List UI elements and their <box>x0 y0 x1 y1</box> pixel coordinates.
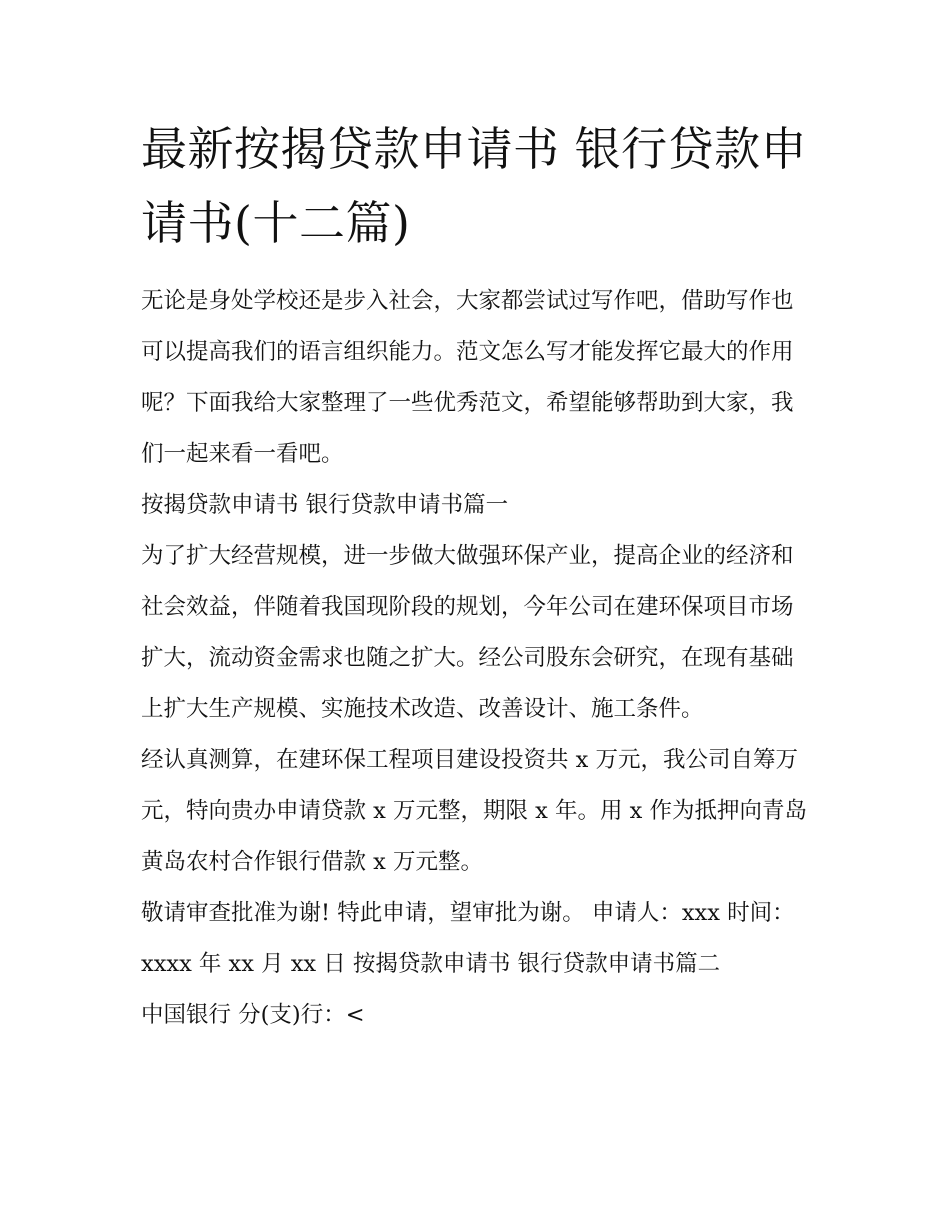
body-paragraph: 经认真测算，在建环保工程项目建设投资共 x 万元，我公司自筹万元，特向贵办申请贷款 x 万元整，期限 x 年。用 x 作为抵押向青岛黄岛农村合作银行借款 x 万元整。 <box>141 747 807 875</box>
body-paragraph: 敬请审查批准为谢! 特此申请，望审批为谢。 申请人：xxx 时间：xxxx 年 xx 月 xx 日 按揭贷款申请书 银行贷款申请书篇二 <box>141 900 795 977</box>
document-title: 最新按揭贷款申请书 银行贷款申请书(十二篇) <box>141 122 808 250</box>
intro-paragraph: 无论是身处学校还是步入社会，大家都尝试过写作吧，借助写作也可以提高我们的语言组织能力。范文怎么写才能发挥它最大的作用呢？下面我给大家整理了一些优秀范文，希望能够帮助到大家，我们一起来看一看吧。 <box>141 288 794 467</box>
body-paragraph: 为了扩大经营规模，进一步做大做强环保产业，提高企业的经济和社会效益，伴随着我国现阶段的规划，今年公司在建环保项目市场扩大，流动资金需求也随之扩大。经公司股东会研究，在现有基础上扩大生产规模、实施技术改造、改善设计、施工条件。 <box>141 543 794 722</box>
document-body <box>141 276 813 1041</box>
section-heading-1: 按揭贷款申请书 银行贷款申请书篇一 <box>141 492 509 518</box>
body-paragraph: 中国银行 分(支)行：< <box>141 1002 365 1028</box>
